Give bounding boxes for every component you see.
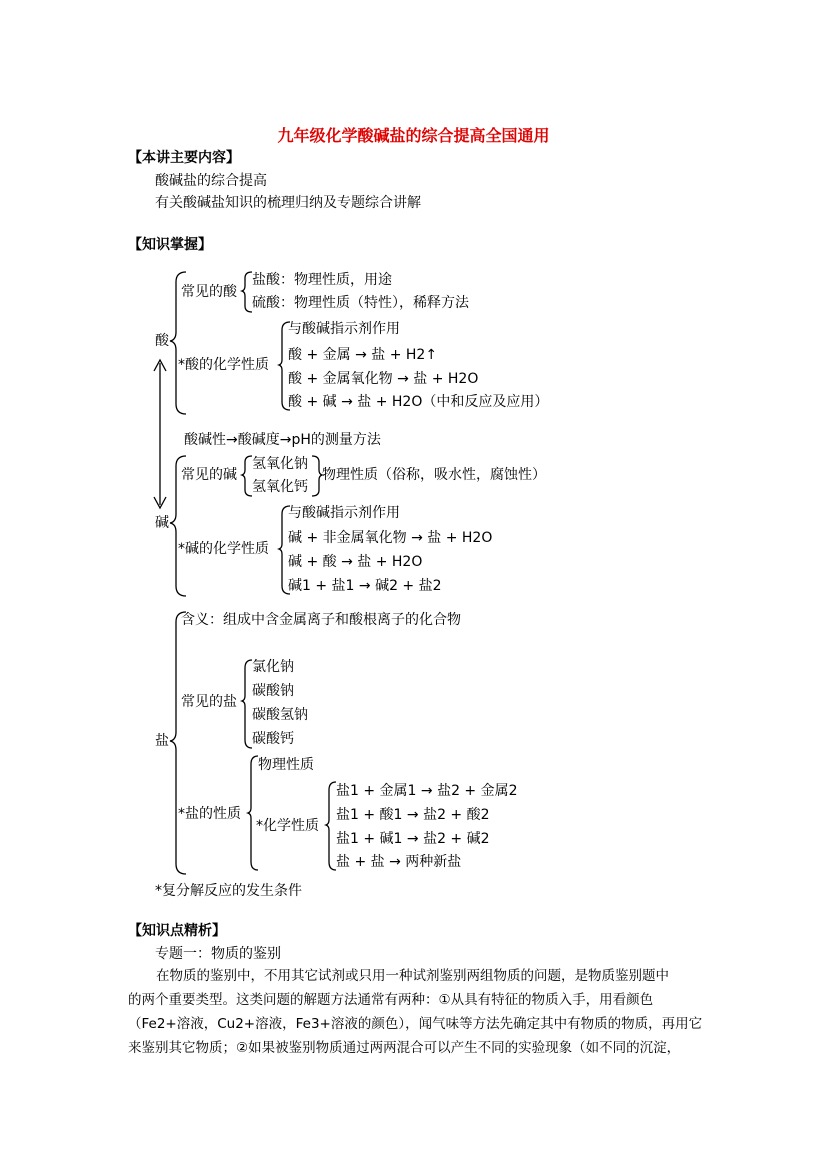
common-acid-brace <box>242 272 252 312</box>
footnote: *复分解反应的发生条件 <box>155 883 302 899</box>
salt-common-item: 碳酸钠 <box>252 683 294 699</box>
acid-chem-item: 酸 + 碱 → 盐 + H2O（中和反应及应用） <box>288 394 549 410</box>
salt-physical: 物理性质 <box>258 757 314 773</box>
paragraph-line: 的两个重要类型。这类问题的解题方法通常有两种：①从具有特征的物质入手，用看颜色 <box>128 992 654 1008</box>
salt-prop-label: *盐的性质 <box>178 806 241 822</box>
main-content-heading: 【本讲主要内容】 <box>128 150 240 166</box>
main-content-line: 有关酸碱盐知识的梳理归纳及专题综合讲解 <box>155 195 421 211</box>
acid-chem-item: 酸 + 金属 → 盐 + H2↑ <box>288 347 438 363</box>
salt-prop-brace <box>248 756 258 870</box>
page-title: 九年级化学酸碱盐的综合提高全国通用 <box>277 126 550 145</box>
salt-chem-item: 盐1 + 碱1 → 盐2 + 碱2 <box>336 831 490 847</box>
common-salt-brace <box>242 660 252 748</box>
acid-common-item: 盐酸：物理性质，用途 <box>252 272 392 288</box>
salt-brace <box>170 612 186 874</box>
analysis-heading: 【知识点精析】 <box>128 923 226 939</box>
base-chem-label: *碱的化学性质 <box>178 541 269 557</box>
knowledge-heading: 【知识掌握】 <box>128 237 212 253</box>
salt-label: 盐 <box>155 733 169 749</box>
acid-chem-label: *酸的化学性质 <box>178 357 269 373</box>
common-salt-label: 常见的盐 <box>181 694 237 710</box>
salt-chem-item: 盐1 + 金属1 → 盐2 + 金属2 <box>336 783 518 799</box>
main-content-line: 酸碱盐的综合提高 <box>155 173 267 189</box>
salt-common-item: 氯化钠 <box>252 659 294 675</box>
paragraph-line: 来鉴别其它物质；②如果被鉴别物质通过两两混合可以产生不同的实验现象（如不同的沉淀， <box>128 1040 681 1056</box>
topic-title: 专题一：物质的鉴别 <box>155 946 281 962</box>
salt-common-item: 碳酸钙 <box>252 731 294 747</box>
common-base-label: 常见的碱 <box>181 467 237 483</box>
base-chem-item: 碱1 + 盐1 → 碱2 + 盐2 <box>288 578 442 594</box>
salt-meaning: 含义：组成中含金属离子和酸根离子的化合物 <box>181 612 461 628</box>
base-common-item: 氢氧化钠 <box>252 456 308 472</box>
base-chem-item: 与酸碱指示剂作用 <box>288 505 400 521</box>
acid-common-item: 硫酸：物理性质（特性），稀释方法 <box>252 295 469 311</box>
salt-common-item: 碳酸氢钠 <box>252 707 308 723</box>
acidity-line: 酸碱性→酸碱度→pH的测量方法 <box>184 432 381 448</box>
base-label: 碱 <box>155 515 169 531</box>
acid-label: 酸 <box>155 333 169 349</box>
salt-chem-brace <box>326 782 336 870</box>
salt-chem-label: *化学性质 <box>256 818 319 834</box>
common-base-brace <box>242 456 252 496</box>
common-acid-label: 常见的酸 <box>181 284 237 300</box>
paragraph-line: （Fe2+溶液，Cu2+溶液，Fe3+溶液的颜色），闻气味等方法先确定其中有物质的物质，再用它 <box>128 1016 703 1032</box>
common-base-right-brace <box>312 456 322 496</box>
salt-chem-item: 盐1 + 酸1 → 盐2 + 酸2 <box>336 807 490 823</box>
base-chem-item: 碱 + 酸 → 盐 + H2O <box>288 554 423 570</box>
paragraph-line: 在物质的鉴别中，不用其它试剂或只用一种试剂鉴别两组物质的问题，是物质鉴别题中 <box>156 968 669 984</box>
acid-chem-item: 酸 + 金属氧化物 → 盐 + H2O <box>288 371 479 387</box>
salt-chem-item: 盐 + 盐 → 两种新盐 <box>336 854 462 870</box>
acid-chem-item: 与酸碱指示剂作用 <box>288 321 400 337</box>
base-chem-item: 碱 + 非金属氧化物 → 盐 + H2O <box>288 530 493 546</box>
base-common-item: 氢氧化钙 <box>252 479 308 495</box>
base-common-props: 物理性质（俗称，吸水性，腐蚀性） <box>322 467 546 483</box>
